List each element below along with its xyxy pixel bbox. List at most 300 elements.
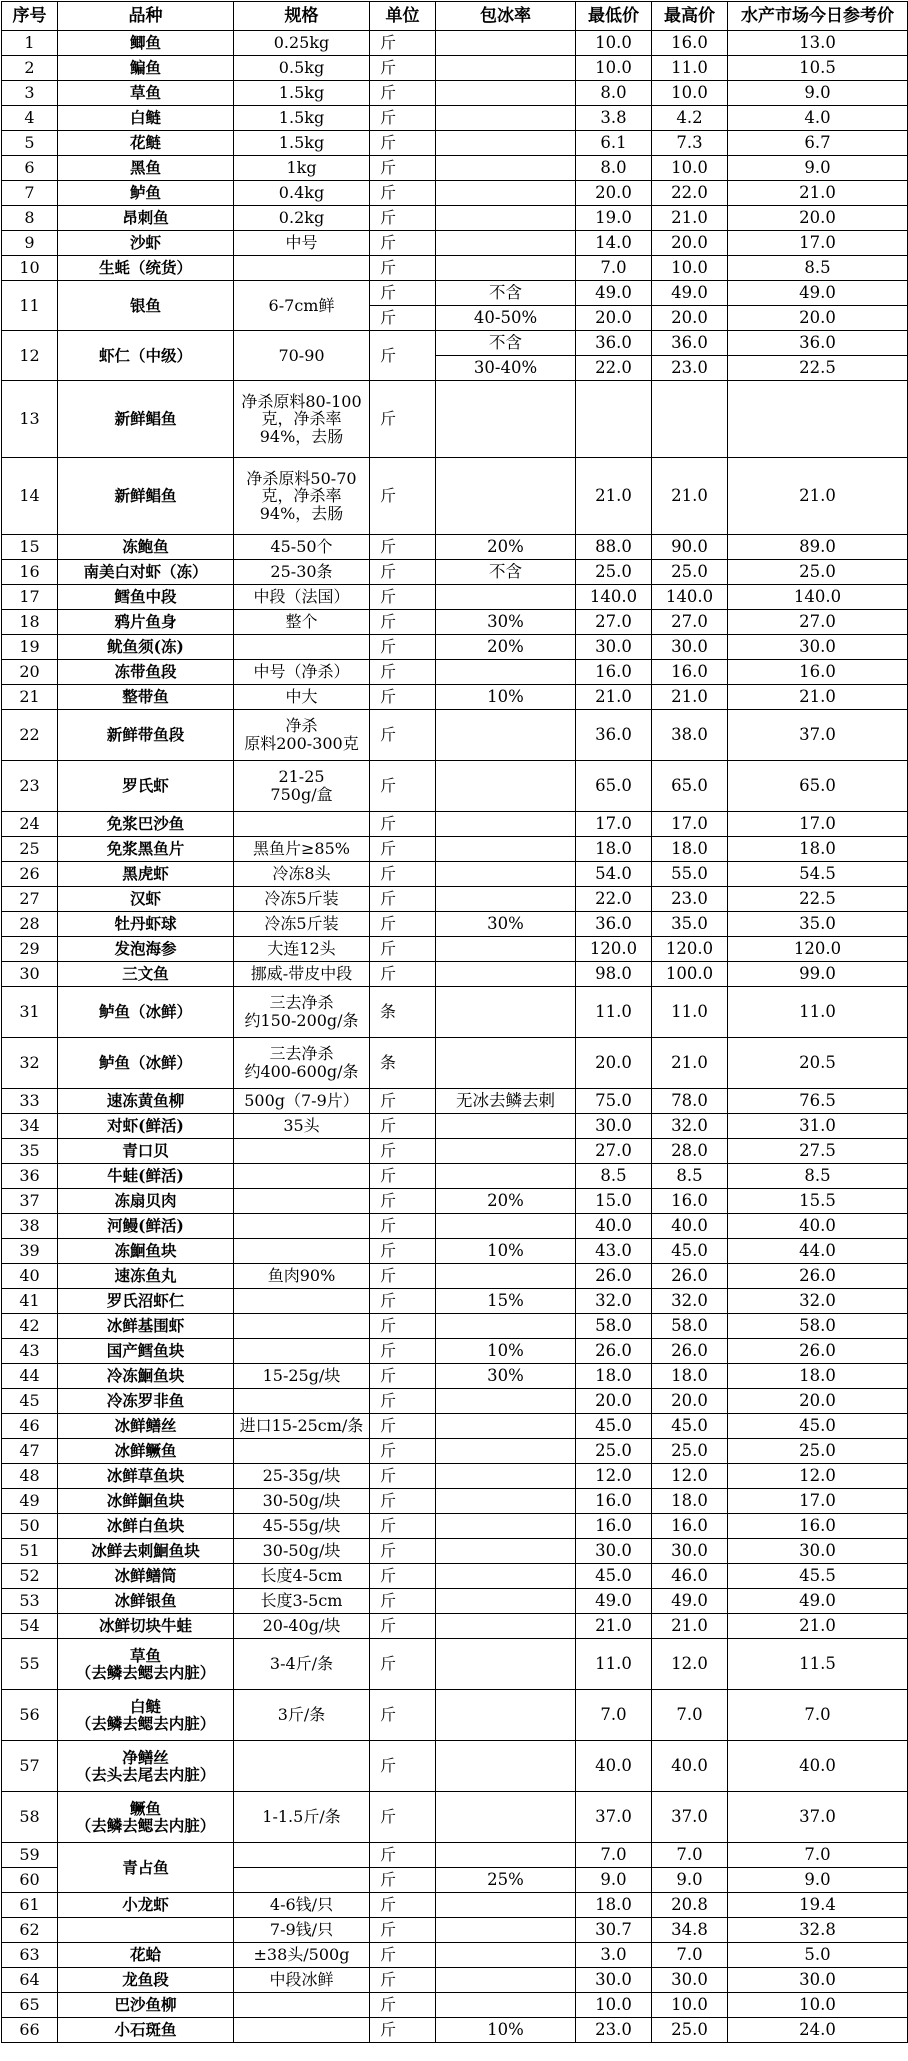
row-name: 小石斑鱼	[58, 2018, 234, 2043]
row-name: 生蚝（统货）	[58, 256, 234, 281]
row-spec: 黑鱼片≥85%	[234, 837, 370, 862]
row-ref-price: 9.0	[728, 156, 908, 181]
row-max-price: 20.0	[652, 306, 728, 331]
row-min-price: 36.0	[576, 710, 652, 761]
row-ref-price: 37.0	[728, 1792, 908, 1843]
row-max-price: 32.0	[652, 1114, 728, 1139]
row-unit: 斤	[370, 1214, 436, 1239]
row-min-price: 54.0	[576, 862, 652, 887]
row-name: 冻带鱼段	[58, 660, 234, 685]
row-max-price: 10.0	[652, 156, 728, 181]
row-spec	[234, 1164, 370, 1189]
row-name: 白鲢 （去鳞去鳃去内脏）	[58, 1690, 234, 1741]
row-name: 新鲜鲳鱼	[58, 458, 234, 535]
row-unit: 斤	[370, 1564, 436, 1589]
row-ref-price: 7.0	[728, 1690, 908, 1741]
row-name: 河鳗(鲜活)	[58, 1214, 234, 1239]
row-spec: 0.2kg	[234, 206, 370, 231]
row-max-price: 10.0	[652, 1993, 728, 2018]
row-min-price: 10.0	[576, 56, 652, 81]
row-no: 49	[2, 1489, 58, 1514]
row-ice-rate: 25%	[436, 1868, 576, 1893]
row-no: 29	[2, 937, 58, 962]
table-row	[2, 1364, 908, 1389]
row-unit: 斤	[370, 1414, 436, 1439]
row-no: 30	[2, 962, 58, 987]
row-ref-price: 27.5	[728, 1139, 908, 1164]
row-name: 冰鲜银鱼	[58, 1589, 234, 1614]
row-max-price: 16.0	[652, 660, 728, 685]
row-ice-rate: 无冰去鳞去刺	[436, 1089, 576, 1114]
row-unit: 斤	[370, 1364, 436, 1389]
table-row	[2, 1968, 908, 1993]
row-max-price: 40.0	[652, 1214, 728, 1239]
row-max-price: 49.0	[652, 1589, 728, 1614]
row-max-price: 35.0	[652, 912, 728, 937]
table-row	[2, 1214, 908, 1239]
header-spec: 规格	[234, 2, 370, 31]
row-max-price: 21.0	[652, 1614, 728, 1639]
row-unit: 斤	[370, 256, 436, 281]
row-unit: 斤	[370, 1690, 436, 1741]
row-name: 草鱼 （去鳞去鳃去内脏）	[58, 1639, 234, 1690]
row-ice-rate	[436, 458, 576, 535]
row-min-price: 22.0	[576, 356, 652, 381]
table-row	[2, 1339, 908, 1364]
row-spec: 30-50g/块	[234, 1489, 370, 1514]
row-no: 25	[2, 837, 58, 862]
row-min-price: 75.0	[576, 1089, 652, 1114]
table-row	[2, 1139, 908, 1164]
row-no: 43	[2, 1339, 58, 1364]
row-ice-rate	[436, 1038, 576, 1089]
row-unit: 斤	[370, 81, 436, 106]
header-max-price: 最高价	[652, 2, 728, 31]
row-spec: 45-55g/块	[234, 1514, 370, 1539]
row-min-price: 45.0	[576, 1564, 652, 1589]
row-ice-rate	[436, 1741, 576, 1792]
row-ice-rate	[436, 1439, 576, 1464]
row-name: 鲫鱼	[58, 31, 234, 56]
row-ice-rate: 30-40%	[436, 356, 576, 381]
row-min-price: 20.0	[576, 306, 652, 331]
row-spec: 中大	[234, 685, 370, 710]
row-name: 冰鲜白鱼块	[58, 1514, 234, 1539]
row-max-price: 11.0	[652, 987, 728, 1038]
row-ice-rate	[436, 1214, 576, 1239]
row-name	[58, 1918, 234, 1943]
row-spec: 1.5kg	[234, 106, 370, 131]
row-no: 53	[2, 1589, 58, 1614]
row-max-price: 21.0	[652, 1038, 728, 1089]
row-ice-rate: 不含	[436, 560, 576, 585]
row-ref-price: 89.0	[728, 535, 908, 560]
table-row	[2, 1089, 908, 1114]
row-max-price: 20.0	[652, 1389, 728, 1414]
row-ice-rate: 10%	[436, 2018, 576, 2043]
row-min-price: 40.0	[576, 1214, 652, 1239]
row-spec: 中段（法国）	[234, 585, 370, 610]
row-ref-price: 25.0	[728, 1439, 908, 1464]
row-name: 鳊鱼	[58, 56, 234, 81]
table-row	[2, 1741, 908, 1792]
row-min-price: 18.0	[576, 1364, 652, 1389]
row-unit: 斤	[370, 1792, 436, 1843]
row-min-price: 25.0	[576, 1439, 652, 1464]
row-spec	[234, 635, 370, 660]
row-ice-rate	[436, 1489, 576, 1514]
row-max-price: 30.0	[652, 1968, 728, 1993]
row-unit: 斤	[370, 1264, 436, 1289]
row-unit: 斤	[370, 1893, 436, 1918]
row-ice-rate: 30%	[436, 912, 576, 937]
table-row	[2, 887, 908, 912]
row-min-price: 25.0	[576, 560, 652, 585]
row-spec: 35头	[234, 1114, 370, 1139]
row-max-price: 18.0	[652, 1364, 728, 1389]
row-max-price: 38.0	[652, 710, 728, 761]
row-min-price: 20.0	[576, 1038, 652, 1089]
table-row	[2, 1514, 908, 1539]
row-name: 青占鱼	[58, 1843, 234, 1893]
row-max-price: 25.0	[652, 2018, 728, 2043]
row-max-price: 37.0	[652, 1792, 728, 1843]
row-spec: 15-25g/块	[234, 1364, 370, 1389]
row-spec: 20-40g/块	[234, 1614, 370, 1639]
row-ice-rate	[436, 56, 576, 81]
row-max-price: 16.0	[652, 31, 728, 56]
row-max-price: 45.0	[652, 1239, 728, 1264]
row-ice-rate	[436, 106, 576, 131]
row-name: 巴沙鱼柳	[58, 1993, 234, 2018]
row-name: 罗氏虾	[58, 761, 234, 812]
table-row	[2, 837, 908, 862]
row-unit: 斤	[370, 381, 436, 458]
row-spec	[234, 1439, 370, 1464]
row-ref-price: 5.0	[728, 1943, 908, 1968]
row-min-price: 26.0	[576, 1264, 652, 1289]
row-min-price: 15.0	[576, 1189, 652, 1214]
row-spec: 21-25 750g/盒	[234, 761, 370, 812]
row-ice-rate	[436, 1843, 576, 1868]
row-unit: 斤	[370, 1639, 436, 1690]
row-name: 冷冻鮰鱼块	[58, 1364, 234, 1389]
row-max-price: 9.0	[652, 1868, 728, 1893]
row-unit: 斤	[370, 331, 436, 381]
table-row	[2, 458, 908, 535]
table-row	[2, 1489, 908, 1514]
row-ref-price: 44.0	[728, 1239, 908, 1264]
row-min-price: 120.0	[576, 937, 652, 962]
row-max-price: 90.0	[652, 535, 728, 560]
row-max-price: 7.0	[652, 1690, 728, 1741]
row-no: 60	[2, 1868, 58, 1893]
row-max-price: 12.0	[652, 1464, 728, 1489]
row-ice-rate: 40-50%	[436, 306, 576, 331]
row-spec: 500g（7-9片）	[234, 1089, 370, 1114]
row-unit: 斤	[370, 1439, 436, 1464]
row-no: 1	[2, 31, 58, 56]
row-ice-rate	[436, 987, 576, 1038]
row-ice-rate: 10%	[436, 685, 576, 710]
row-name: 冰鲜鳝丝	[58, 1414, 234, 1439]
table-row	[2, 1264, 908, 1289]
row-no: 32	[2, 1038, 58, 1089]
row-no: 7	[2, 181, 58, 206]
table-row	[2, 937, 908, 962]
row-no: 45	[2, 1389, 58, 1414]
row-unit: 斤	[370, 685, 436, 710]
row-ice-rate: 15%	[436, 1289, 576, 1314]
row-min-price: 26.0	[576, 1339, 652, 1364]
row-min-price: 30.0	[576, 1968, 652, 1993]
row-min-price: 11.0	[576, 1639, 652, 1690]
row-ice-rate: 20%	[436, 535, 576, 560]
row-max-price: 45.0	[652, 1414, 728, 1439]
row-max-price: 32.0	[652, 1289, 728, 1314]
row-name: 三文鱼	[58, 962, 234, 987]
row-ref-price: 35.0	[728, 912, 908, 937]
row-no: 23	[2, 761, 58, 812]
row-spec	[234, 1139, 370, 1164]
row-max-price: 10.0	[652, 256, 728, 281]
row-ice-rate	[436, 156, 576, 181]
row-spec: 中号（净杀）	[234, 660, 370, 685]
table-row	[2, 962, 908, 987]
row-ice-rate	[436, 1589, 576, 1614]
row-ice-rate	[436, 31, 576, 56]
header-unit: 单位	[370, 2, 436, 31]
row-unit: 斤	[370, 1589, 436, 1614]
row-max-price: 30.0	[652, 1539, 728, 1564]
table-row	[2, 710, 908, 761]
row-min-price: 8.5	[576, 1164, 652, 1189]
row-unit: 斤	[370, 585, 436, 610]
row-min-price: 49.0	[576, 281, 652, 306]
row-ice-rate	[436, 1514, 576, 1539]
row-max-price: 40.0	[652, 1741, 728, 1792]
row-max-price: 23.0	[652, 356, 728, 381]
row-name: 牛蛙(鲜活)	[58, 1164, 234, 1189]
row-name: 白鲢	[58, 106, 234, 131]
row-name: 国产鳕鱼块	[58, 1339, 234, 1364]
row-max-price: 25.0	[652, 560, 728, 585]
row-no: 24	[2, 812, 58, 837]
row-ref-price: 18.0	[728, 837, 908, 862]
row-ref-price: 140.0	[728, 585, 908, 610]
row-max-price: 27.0	[652, 610, 728, 635]
row-no: 21	[2, 685, 58, 710]
row-ref-price: 99.0	[728, 962, 908, 987]
row-max-price: 55.0	[652, 862, 728, 887]
row-name: 冰鲜切块牛蛙	[58, 1614, 234, 1639]
row-max-price: 21.0	[652, 458, 728, 535]
row-min-price: 27.0	[576, 610, 652, 635]
header-min-price: 最低价	[576, 2, 652, 31]
table-row	[2, 1414, 908, 1439]
row-spec: 鱼肉90%	[234, 1264, 370, 1289]
table-row	[2, 1289, 908, 1314]
row-name: 速冻黄鱼柳	[58, 1089, 234, 1114]
row-min-price: 40.0	[576, 1741, 652, 1792]
row-min-price: 98.0	[576, 962, 652, 987]
header-row	[2, 2, 908, 31]
row-min-price: 7.0	[576, 1843, 652, 1868]
row-name: 冻鲍鱼	[58, 535, 234, 560]
row-min-price: 3.8	[576, 106, 652, 131]
row-no: 6	[2, 156, 58, 181]
row-name: 南美白对虾（冻）	[58, 560, 234, 585]
row-ice-rate	[436, 1968, 576, 1993]
row-no: 54	[2, 1614, 58, 1639]
row-unit: 斤	[370, 1918, 436, 1943]
table-row	[2, 281, 908, 306]
table-row	[2, 156, 908, 181]
row-max-price: 17.0	[652, 812, 728, 837]
row-unit: 斤	[370, 837, 436, 862]
row-ice-rate	[436, 231, 576, 256]
table-row	[2, 1464, 908, 1489]
row-ice-rate	[436, 1139, 576, 1164]
row-ref-price: 11.0	[728, 987, 908, 1038]
row-unit: 条	[370, 987, 436, 1038]
row-max-price: 18.0	[652, 1489, 728, 1514]
row-no: 4	[2, 106, 58, 131]
row-ice-rate: 20%	[436, 635, 576, 660]
row-ice-rate: 10%	[436, 1339, 576, 1364]
row-spec	[234, 1339, 370, 1364]
row-ref-price: 21.0	[728, 181, 908, 206]
row-no: 19	[2, 635, 58, 660]
row-min-price: 3.0	[576, 1943, 652, 1968]
row-min-price: 7.0	[576, 1690, 652, 1741]
row-spec: 冷冻5斤装	[234, 887, 370, 912]
row-min-price: 43.0	[576, 1239, 652, 1264]
row-min-price: 16.0	[576, 1489, 652, 1514]
row-max-price: 18.0	[652, 837, 728, 862]
row-max-price: 100.0	[652, 962, 728, 987]
row-max-price: 26.0	[652, 1339, 728, 1364]
row-min-price: 17.0	[576, 812, 652, 837]
row-name: 鸦片鱼身	[58, 610, 234, 635]
table-row	[2, 106, 908, 131]
row-name: 小龙虾	[58, 1893, 234, 1918]
row-ref-price: 30.0	[728, 635, 908, 660]
row-ref-price: 18.0	[728, 1364, 908, 1389]
row-ref-price: 22.5	[728, 887, 908, 912]
row-unit: 斤	[370, 887, 436, 912]
row-unit: 斤	[370, 1968, 436, 1993]
row-min-price: 30.0	[576, 1539, 652, 1564]
row-ref-price: 120.0	[728, 937, 908, 962]
row-spec	[234, 1741, 370, 1792]
row-spec	[234, 1314, 370, 1339]
row-no: 31	[2, 987, 58, 1038]
row-spec: 整个	[234, 610, 370, 635]
row-spec: 净杀原料50-70 克，净杀率 94%，去肠	[234, 458, 370, 535]
table-row	[2, 1539, 908, 1564]
row-ref-price: 36.0	[728, 331, 908, 356]
row-max-price: 12.0	[652, 1639, 728, 1690]
row-ice-rate	[436, 837, 576, 862]
row-no: 16	[2, 560, 58, 585]
row-spec: 25-30条	[234, 560, 370, 585]
row-ref-price: 9.0	[728, 1868, 908, 1893]
row-name: 冰鲜基围虾	[58, 1314, 234, 1339]
row-name: 冻扇贝肉	[58, 1189, 234, 1214]
table-row	[2, 560, 908, 585]
row-ice-rate	[436, 1464, 576, 1489]
row-no: 27	[2, 887, 58, 912]
row-no: 40	[2, 1264, 58, 1289]
table-row	[2, 81, 908, 106]
row-min-price: 21.0	[576, 1614, 652, 1639]
row-spec: 6-7cm鲜	[234, 281, 370, 331]
row-name: 鳕鱼中段	[58, 585, 234, 610]
row-max-price: 30.0	[652, 635, 728, 660]
row-min-price: 88.0	[576, 535, 652, 560]
row-ref-price: 12.0	[728, 1464, 908, 1489]
row-max-price: 8.5	[652, 1164, 728, 1189]
row-no: 47	[2, 1439, 58, 1464]
row-min-price: 23.0	[576, 2018, 652, 2043]
row-spec	[234, 256, 370, 281]
row-spec: 3斤/条	[234, 1690, 370, 1741]
row-spec	[234, 812, 370, 837]
row-ice-rate	[436, 181, 576, 206]
row-min-price: 18.0	[576, 1893, 652, 1918]
table-row	[2, 1589, 908, 1614]
row-min-price: 30.7	[576, 1918, 652, 1943]
row-ref-price: 49.0	[728, 281, 908, 306]
row-spec: 净杀 原料200-300克	[234, 710, 370, 761]
row-min-price: 18.0	[576, 837, 652, 862]
row-ref-price: 25.0	[728, 560, 908, 585]
row-spec: 长度3-5cm	[234, 1589, 370, 1614]
row-no: 26	[2, 862, 58, 887]
row-name: 冻鮰鱼块	[58, 1239, 234, 1264]
row-ice-rate	[436, 1314, 576, 1339]
row-name: 鱿鱼须(冻)	[58, 635, 234, 660]
row-min-price: 21.0	[576, 458, 652, 535]
row-ice-rate	[436, 761, 576, 812]
row-ice-rate	[436, 937, 576, 962]
row-spec: 3-4斤/条	[234, 1639, 370, 1690]
row-no: 17	[2, 585, 58, 610]
row-no: 58	[2, 1792, 58, 1843]
row-max-price: 4.2	[652, 106, 728, 131]
row-ref-price: 21.0	[728, 685, 908, 710]
table-row	[2, 1239, 908, 1264]
row-no: 44	[2, 1364, 58, 1389]
row-unit: 斤	[370, 1239, 436, 1264]
row-unit: 斤	[370, 206, 436, 231]
row-ref-price: 40.0	[728, 1741, 908, 1792]
row-ice-rate	[436, 1792, 576, 1843]
row-name: 冰鲜去刺鮰鱼块	[58, 1539, 234, 1564]
row-ice-rate	[436, 1164, 576, 1189]
row-no: 52	[2, 1564, 58, 1589]
row-spec: 1.5kg	[234, 131, 370, 156]
row-name: 鳜鱼 （去鳞去鳃去内脏）	[58, 1792, 234, 1843]
row-unit: 斤	[370, 937, 436, 962]
row-no: 35	[2, 1139, 58, 1164]
row-ice-rate	[436, 710, 576, 761]
row-name: 沙虾	[58, 231, 234, 256]
row-ice-rate	[436, 1639, 576, 1690]
row-min-price: 9.0	[576, 1868, 652, 1893]
table-row	[2, 1843, 908, 1868]
